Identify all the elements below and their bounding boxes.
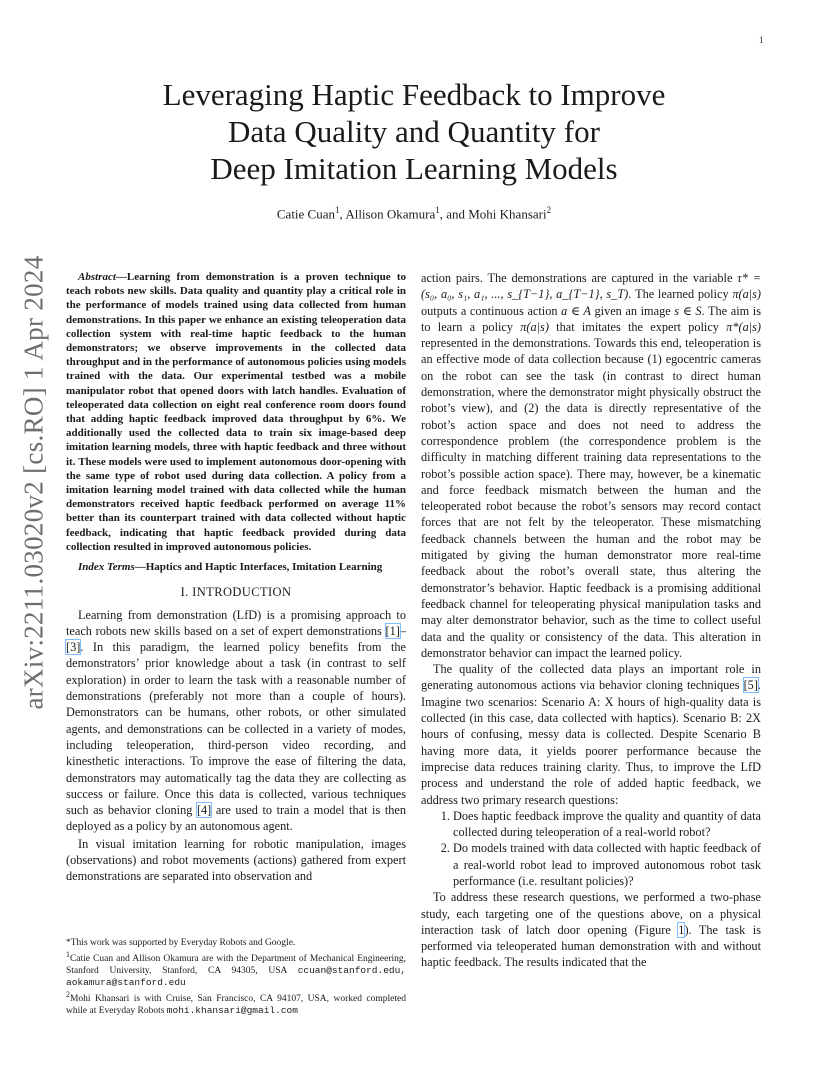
paragraph: In visual imitation learning for robotic manipulation, images (observations) and robot movements (actions) gathered from expert demonstrations are separated into observation and [66, 836, 406, 884]
paragraph-text: . Imagine two scenarios: Scenario A: X hours of high-quality data is collected (in this case, data collected with haptics). Scenario B: 2X hours of confusing, messy data is collected. Despite Scenario B having more data, it yields poorer performance because the imprecise data reduces training clarity. Thus, to improve the LfD process and understand the role of added haptic feedback, we address two primary research questions: [421, 678, 761, 807]
citation-link[interactable]: [1] [385, 623, 400, 638]
math-expression: s ∈ S [674, 303, 702, 318]
index-terms-label: Index Terms [78, 561, 135, 574]
paragraph [421, 889, 761, 970]
paragraph-text: . In this paradigm, the learned policy benefits from the demonstrators’ prior knowledge about a task (in contrast to self exploration) in order to learn the task with a reasonable number of demonstrations (preferably not more than a couple of hours). Demonstrators can be humans, other robots, or other simulated agents, and demonstrations can be collected in a variety of modes, including teleoperation, third-person video recording, and kinesthetic interactions. To improve the ease of filtering the data, demonstrators may automatically tag the data they are collecting as success or failure. Once this data is collected, various techniques such as behavior cloning [66, 640, 406, 818]
research-questions-list [421, 808, 761, 889]
footnote-email: ccuan@stanford.edu, aokamura@stanford.edu [66, 965, 407, 989]
paragraph [421, 661, 761, 808]
footnote-marker: 1 [66, 950, 70, 959]
author-name: Mohi Khansari [468, 206, 547, 222]
author-name: Catie Cuan [276, 206, 336, 222]
section-heading-introduction: I. INTRODUCTION [180, 585, 292, 600]
abstract [66, 270, 406, 554]
right-column [421, 270, 761, 971]
paragraph-text: . The aim is to learn a policy [421, 303, 761, 334]
citation-link[interactable]: [3] [66, 640, 81, 655]
footnote [66, 989, 406, 1017]
math-expression: τ* = (s₀, a₀, s₁, a₁, ..., s_{T−1}, a_{T−1}, s_T) [421, 271, 761, 302]
abstract-label: Abstract [78, 271, 116, 283]
footnote [66, 949, 406, 989]
author-list [80, 205, 748, 222]
dash-text: – [399, 623, 406, 638]
footnote-text: Catie Cuan and Allison Okamura are with the Department of Mechanical Engineering, Stanford University, Stanford, CA 94305, USA [66, 954, 406, 977]
author-name: Allison Okamura [345, 206, 436, 222]
author-separator: , and [439, 206, 469, 222]
paragraph-text: ). The task is performed via teleoperated human demonstration with and without haptic feedback. The results indicated that the [421, 922, 761, 970]
paragraph-text: are used to train a model that is then deployed as a policy by an autonomous agent. [66, 803, 406, 834]
math-expression: a ∈ A [561, 303, 591, 318]
figure-link[interactable]: 1 [678, 922, 685, 937]
math-expression: π*(a|s) [726, 319, 761, 334]
footnote: *This work was supported by Everyday Robots and Google. [66, 938, 296, 948]
author-separator: , [339, 206, 346, 222]
footnote-text: Mohi Khansari is with Cruise, San Francisco, CA 94107, USA, worked completed while at Everyday Robots [66, 994, 406, 1017]
citation-link[interactable]: [5] [743, 678, 758, 693]
left-column [66, 270, 406, 885]
affiliation-marker: 1 [435, 205, 440, 215]
paragraph-text: The quality of the collected data plays an important role in generating autonomous actions via behavior cloning techniques [421, 662, 761, 693]
math-expression: π(a|s) [732, 287, 761, 302]
paragraph-text: given an image [590, 303, 675, 318]
paragraph-text: . The learned policy [628, 287, 733, 302]
footnotes [66, 937, 406, 1017]
paragraph-text: Learning from demonstration (LfD) is a promising approach to teach robots new skills based on a set of expert demonstrations [66, 607, 406, 638]
affiliation-marker: 2 [546, 205, 552, 215]
title-line-3: Deep Imitation Learning Models [210, 151, 618, 186]
citation-link[interactable]: [4] [196, 803, 212, 818]
paragraph-text: outputs a continuous action [421, 303, 562, 318]
abstract-text: —Learning from demonstration is a proven technique to teach robots new skills. Data quality and quantity play a critical role in the performance of models trained using data collected from human demonstrations. In this paper we enhance an existing teleoperation data collection system with real-time haptic feedback to the human demonstrators; we observe improvements in the collected data throughput and in the performance of autonomous policies using models trained with the data. Our experimental testbed was a mobile manipulator robot that opened doors with latch handles. Evaluation of teleoperated data collection on eight real conference room doors found that adding haptic feedback improved data throughput by 6%. We additionally used the collected data to train six image-based deep imitation learning models, three with haptic feedback and three without it. These models were used to implement autonomous door-opening with the same type of robot used during data collection. A policy from a imitation learning model trained with data collected while the human demonstrators received haptic feedback performed on average 11% better than its counterpart trained with data collected without haptic feedback, indicating that haptic feedback provided during data collection resulted in improved autonomous policies. [66, 271, 406, 553]
paragraph-text: represented in the demonstrations. Towards this end, teleoperation is an effective mode of data collection because (1) egocentric cameras on the robot can see the task (in contrast to direct human demonstration, where the demonstrator might physically obstruct the robot’s view), and (2) the data is directly representative of the robot’s action space and does not need to address the correspondence problem (the correspondence problem is the difficulty in matching different training data representations to the robot’s possible action space). There may, however, be a kinematic and force feedback mismatch between the human and the teleoperated robot because the robot’s sensors may record contact forces that are not felt by the teleoperator. These mismatching feedback channels between the human and the robot may be mitigated by giving the human demonstrator more real-time feedback about the robot’s overall state, thus altering the demonstrator’s behavior. Haptic feedback is a promising additional feedback channel for teleoperating physical manipulation tasks and may alter demonstrator behavior, such as the time to collect useful data and the quality or consistency of the data. This alteration in demonstrator behavior can impact the learned policy. [421, 336, 761, 660]
arxiv-identifier: arXiv:2211.03020v2 [cs.RO] 1 Apr 2024 [18, 254, 49, 710]
affiliation-marker: 1 [335, 205, 340, 215]
paragraph-text: To address these research questions, we performed a two-phase study, each targeting one of the questions above, on a physical interaction task of latch door opening (Figure [421, 890, 761, 937]
paragraph [421, 270, 761, 661]
paragraph-text: that imitates the expert policy [548, 319, 727, 334]
title-line-1: Leveraging Haptic Feedback to Improve [162, 77, 666, 112]
math-expression: π(a|s) [520, 319, 549, 334]
title-line-2: Data Quality and Quantity for [228, 114, 600, 149]
list-item: 1. Does haptic feedback improve the quality and quantity of data collected during teleoperation of a real-world robot? [453, 808, 761, 841]
page-number: 1 [759, 35, 764, 45]
index-terms-text: —Haptics and Haptic Interfaces, Imitation Learning [134, 561, 383, 574]
list-item: 2. Do models trained with data collected with haptic feedback of a real-world robot lead to improved autonomous robot task performance (i.e. resultant policies)? [453, 840, 761, 889]
arxiv-sidebar [14, 254, 54, 710]
footnote-email: mohi.khansari@gmail.com [166, 1005, 298, 1017]
paper-title [80, 76, 748, 187]
paragraph [66, 607, 406, 835]
index-terms [66, 560, 406, 574]
paragraph-text: action pairs. The demonstrations are captured in the variable [421, 271, 738, 285]
footnote-marker: 2 [66, 990, 70, 1000]
